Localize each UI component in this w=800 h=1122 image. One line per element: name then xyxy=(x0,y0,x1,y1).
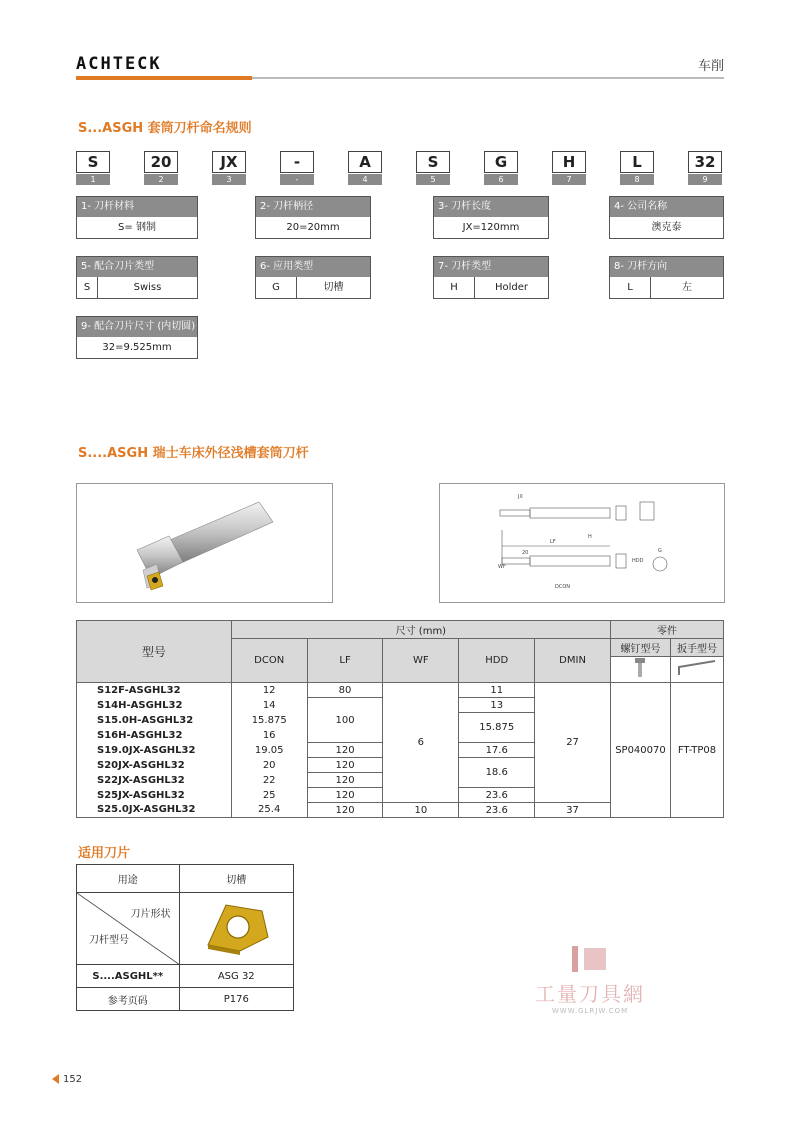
col-model: 型号 xyxy=(77,621,232,683)
row-value: ASG 32 xyxy=(179,965,293,988)
col-lf: LF xyxy=(307,639,383,683)
naming-title: S...ASGH 套筒刀杆命名规则 xyxy=(78,121,252,136)
dim-dcon-label: DCON xyxy=(555,584,571,590)
dim-h-label: H xyxy=(588,534,592,540)
code-box: A 4 xyxy=(348,151,382,185)
table-row: S25JX-ASGHL32 xyxy=(77,788,232,803)
table-row: S12F-ASGHL32 xyxy=(77,683,232,698)
brand-logo: ACHTECK xyxy=(76,54,162,74)
code-box: 32 9 xyxy=(688,151,722,185)
code-box: - - xyxy=(280,151,314,185)
header-accent-bar xyxy=(76,76,252,80)
screw-icon xyxy=(610,657,670,683)
wf-merged: 6 xyxy=(383,683,459,803)
diag-top-label: 刀片形状 xyxy=(130,909,171,920)
table-row: S22JX-ASGHL32 xyxy=(77,773,232,788)
table-row: S16H-ASGHL32 xyxy=(77,728,232,743)
legend-box: 8- 刀杆方向 L 左 xyxy=(609,256,724,299)
section-label: 车削 xyxy=(697,59,724,74)
col-dims: 尺寸 (mm) xyxy=(231,621,610,639)
ref-value: P176 xyxy=(179,988,293,1011)
table-row: S25.0JX-ASGHL32 xyxy=(77,803,232,818)
dim-hdd-label: HDD xyxy=(632,558,644,564)
spec-table: 型号 尺寸 (mm) 零件 DCON LF WF HDD DMIN 螺钉型号 扳手型号 S12F-ASGHL32 12 80 6 11 27 SP040070 FT-TP08 S14H-ASGHL32 14 100 13 S15.0H-ASGHL32 15.875 15.875 S16H-ASGHL32 16 S19.0JX-ASGHL32 19.05 120 17.6 S20JX-ASGHL32 20 120 18.6 S22JX-ASGHL32 22 120 S25JX-ASGHL32 25 120 23.6 S25.0JX-ASGHL32 25.4 120 10 23.6 37 xyxy=(76,620,724,818)
code-box: H 7 xyxy=(552,151,586,185)
diagonal-header-cell xyxy=(77,893,180,965)
col-parts: 零件 xyxy=(610,621,723,639)
diag-bottom-label: 刀杆型号 xyxy=(89,935,129,946)
legend-box: 2- 刀杆柄径 20=20mm xyxy=(255,196,371,239)
watermark: 工量刀具網 WWW.GLRJW.COM xyxy=(535,944,645,1015)
legend-box: 6- 应用类型 G 切槽 xyxy=(255,256,371,299)
legend-box: 1- 刀杆材料 S= 钢制 xyxy=(76,196,198,239)
watermark-logo-icon xyxy=(570,944,610,974)
page-arrow-icon xyxy=(52,1074,59,1084)
legend-box: 5- 配合刀片类型 S Swiss xyxy=(76,256,198,299)
col-dcon: DCON xyxy=(231,639,307,683)
inserts-title: 适用刀片 xyxy=(78,846,131,861)
inserts-table xyxy=(76,864,294,1011)
col-screw: 螺钉型号 xyxy=(610,639,670,657)
dim-jx-label: JX xyxy=(518,494,523,500)
dim-wf-label: WF xyxy=(498,564,506,570)
code-box: G 6 xyxy=(484,151,518,185)
col-use: 用途 xyxy=(77,865,180,893)
table-row: S14H-ASGHL32 xyxy=(77,698,232,713)
col-dmin: DMIN xyxy=(535,639,611,683)
table-row: S19.0JX-ASGHL32 xyxy=(77,743,232,758)
code-box: 20 2 xyxy=(144,151,178,185)
dmin-merged: 27 xyxy=(535,683,611,803)
screw-value: SP040070 xyxy=(610,683,670,818)
legend-box: 3- 刀杆长度 JX=120mm xyxy=(433,196,549,239)
insert-image xyxy=(179,893,293,965)
row-label: S....ASGHL** xyxy=(77,965,180,988)
legend-box: 4- 公司名称 澳克泰 xyxy=(609,196,724,239)
table-row: S20JX-ASGHL32 xyxy=(77,758,232,773)
page-number: 152 xyxy=(63,1074,83,1085)
code-box: L 8 xyxy=(620,151,654,185)
page-footer xyxy=(52,1074,82,1085)
tool-drawing xyxy=(439,483,725,603)
col-hdd: HDD xyxy=(459,639,535,683)
use-value: 切槽 xyxy=(179,865,293,893)
table-row: S15.0H-ASGHL32 xyxy=(77,713,232,728)
wrench-icon xyxy=(670,657,723,683)
ref-label: 参考页码 xyxy=(77,988,180,1011)
legend-box: 9- 配合刀片尺寸 (内切圆) 32=9.525mm xyxy=(76,316,198,359)
legend-box: 7- 刀杆类型 H Holder xyxy=(433,256,549,299)
tool-photo xyxy=(76,483,333,603)
col-wf: WF xyxy=(383,639,459,683)
dim-20-label: 20 xyxy=(522,550,529,556)
code-box: S 5 xyxy=(416,151,450,185)
col-wrench: 扳手型号 xyxy=(670,639,723,657)
dim-g-label: G xyxy=(658,548,662,554)
code-box: JX 3 xyxy=(212,151,246,185)
product-title: S....ASGH 瑞士车床外径浅槽套筒刀杆 xyxy=(78,446,309,461)
code-box: S 1 xyxy=(76,151,110,185)
dim-lf-label: LF xyxy=(550,539,556,545)
wrench-value: FT-TP08 xyxy=(670,683,723,818)
